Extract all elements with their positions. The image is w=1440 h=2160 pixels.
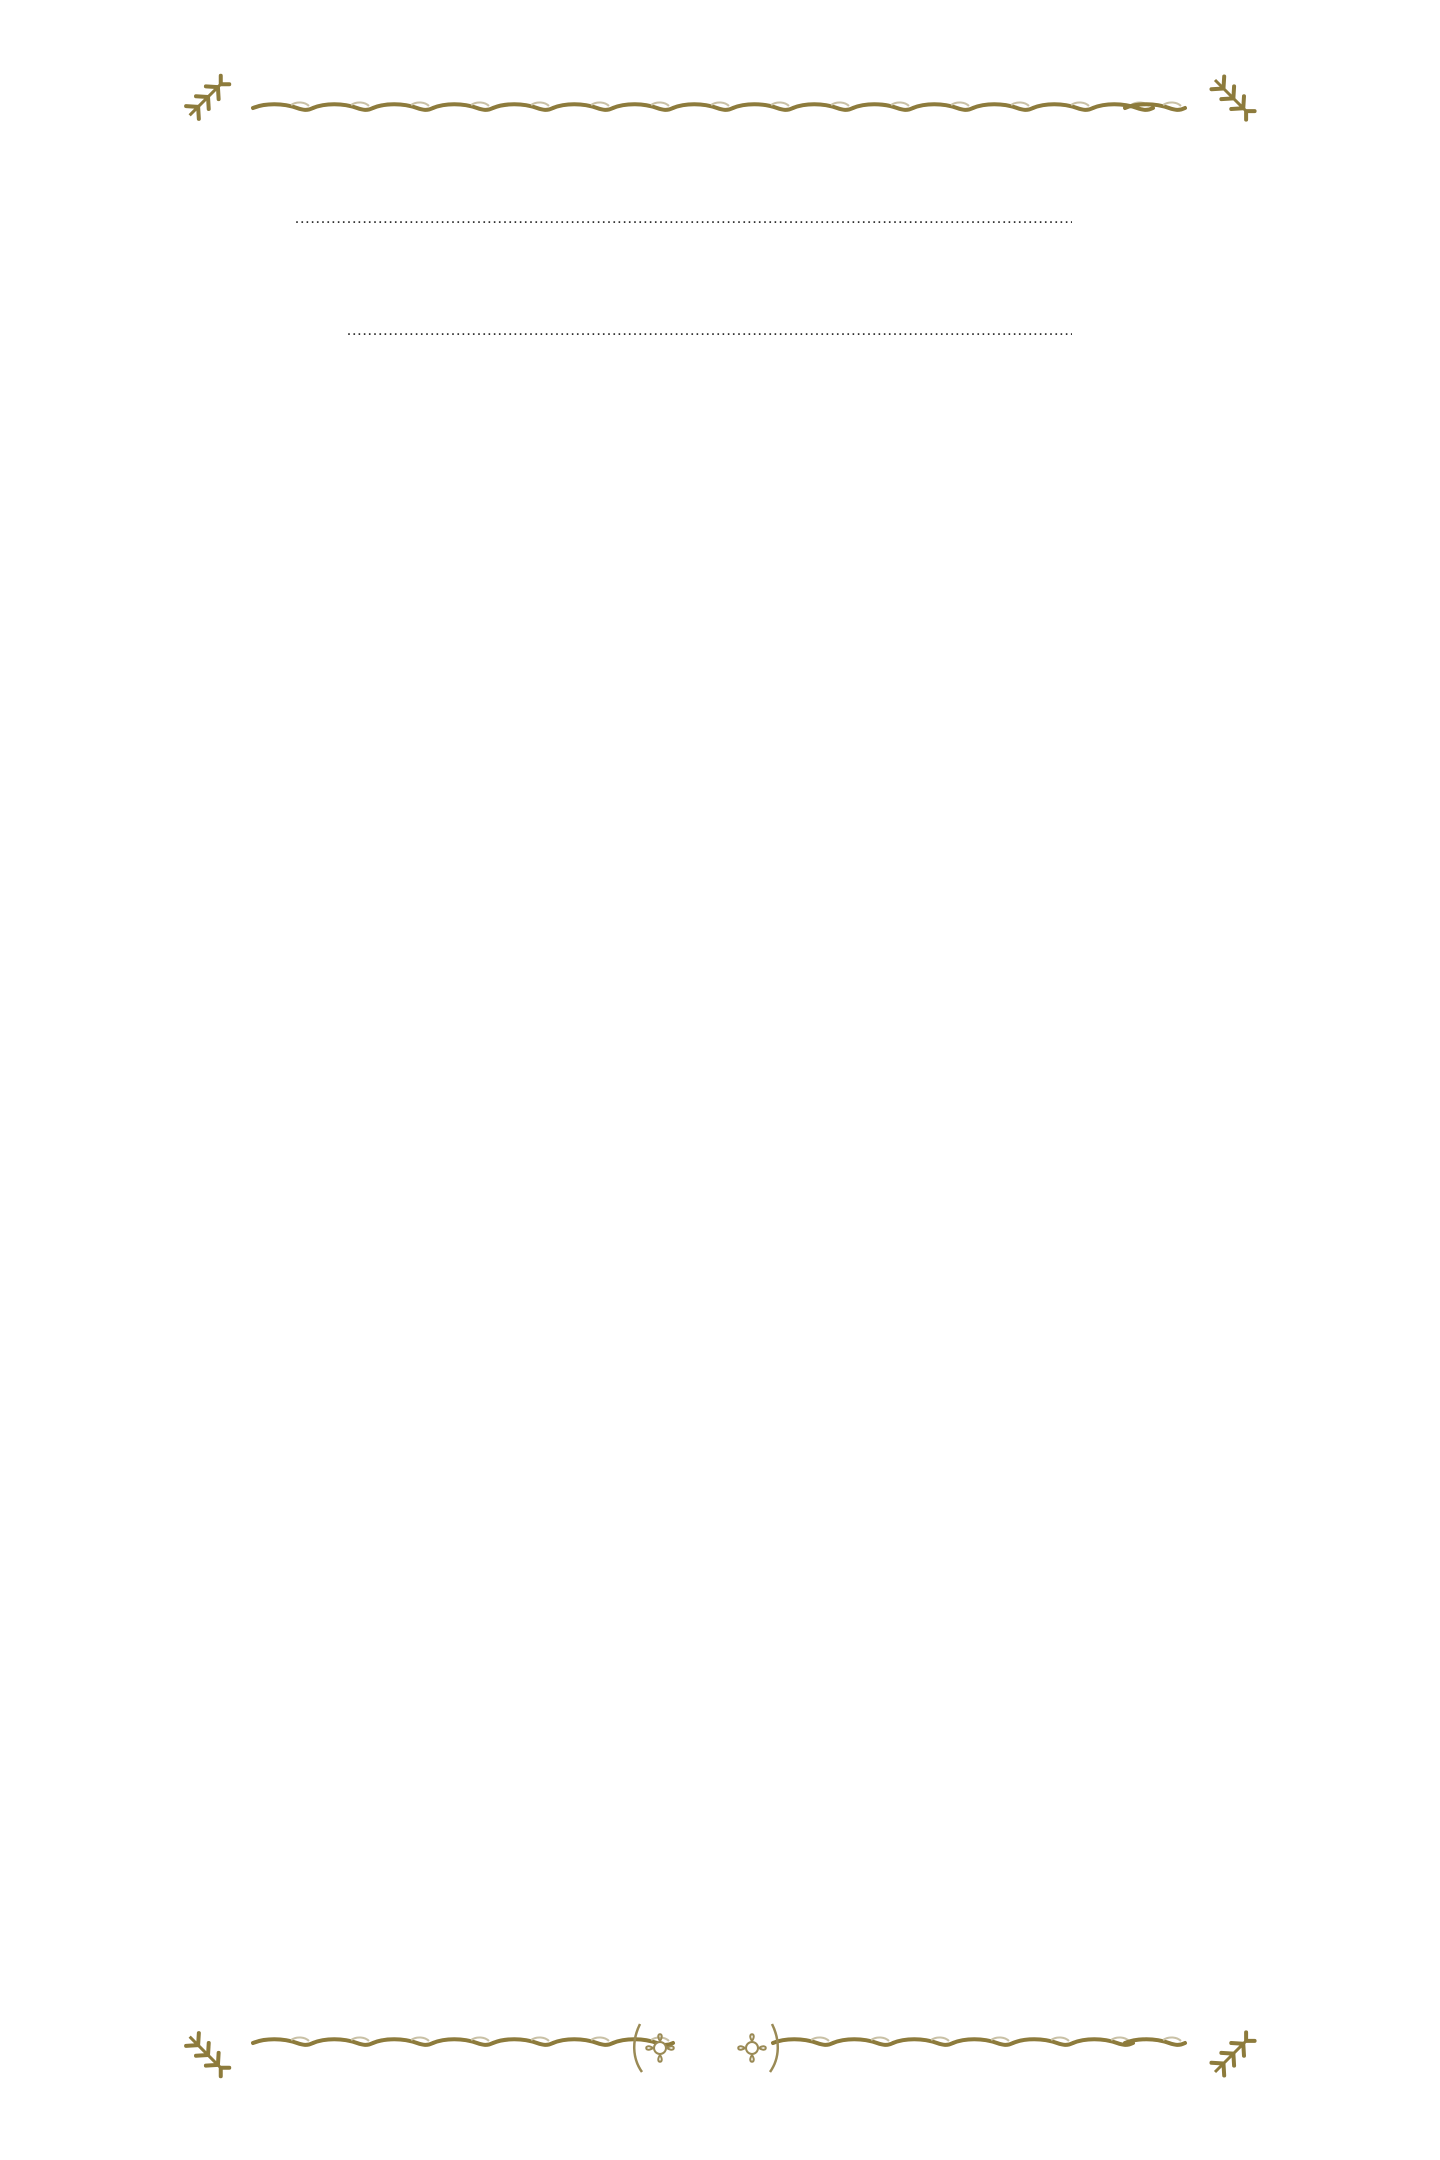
toc-wrapped-entry-line1[interactable] bbox=[293, 258, 1138, 302]
toc-section-heading-line1[interactable] bbox=[293, 146, 1138, 190]
bracket-left bbox=[634, 2024, 642, 2072]
toc-wrapped-entry-line2[interactable] bbox=[293, 302, 1138, 360]
corner-bottom-right bbox=[1209, 2030, 1257, 2078]
corner-top-left bbox=[183, 74, 231, 122]
frame-rope-top bbox=[253, 102, 1185, 109]
bracket-right bbox=[770, 2024, 778, 2072]
dot-leader bbox=[295, 190, 1072, 248]
corner-top-right bbox=[1209, 74, 1257, 122]
dot-leader bbox=[347, 302, 1072, 360]
flower-icon-right bbox=[738, 2034, 766, 2062]
table-of-contents bbox=[293, 140, 1138, 359]
toc-section-heading-line2[interactable] bbox=[293, 190, 1138, 248]
corner-bottom-left bbox=[183, 2030, 231, 2078]
frame-rope-bottom bbox=[253, 2037, 1185, 2044]
